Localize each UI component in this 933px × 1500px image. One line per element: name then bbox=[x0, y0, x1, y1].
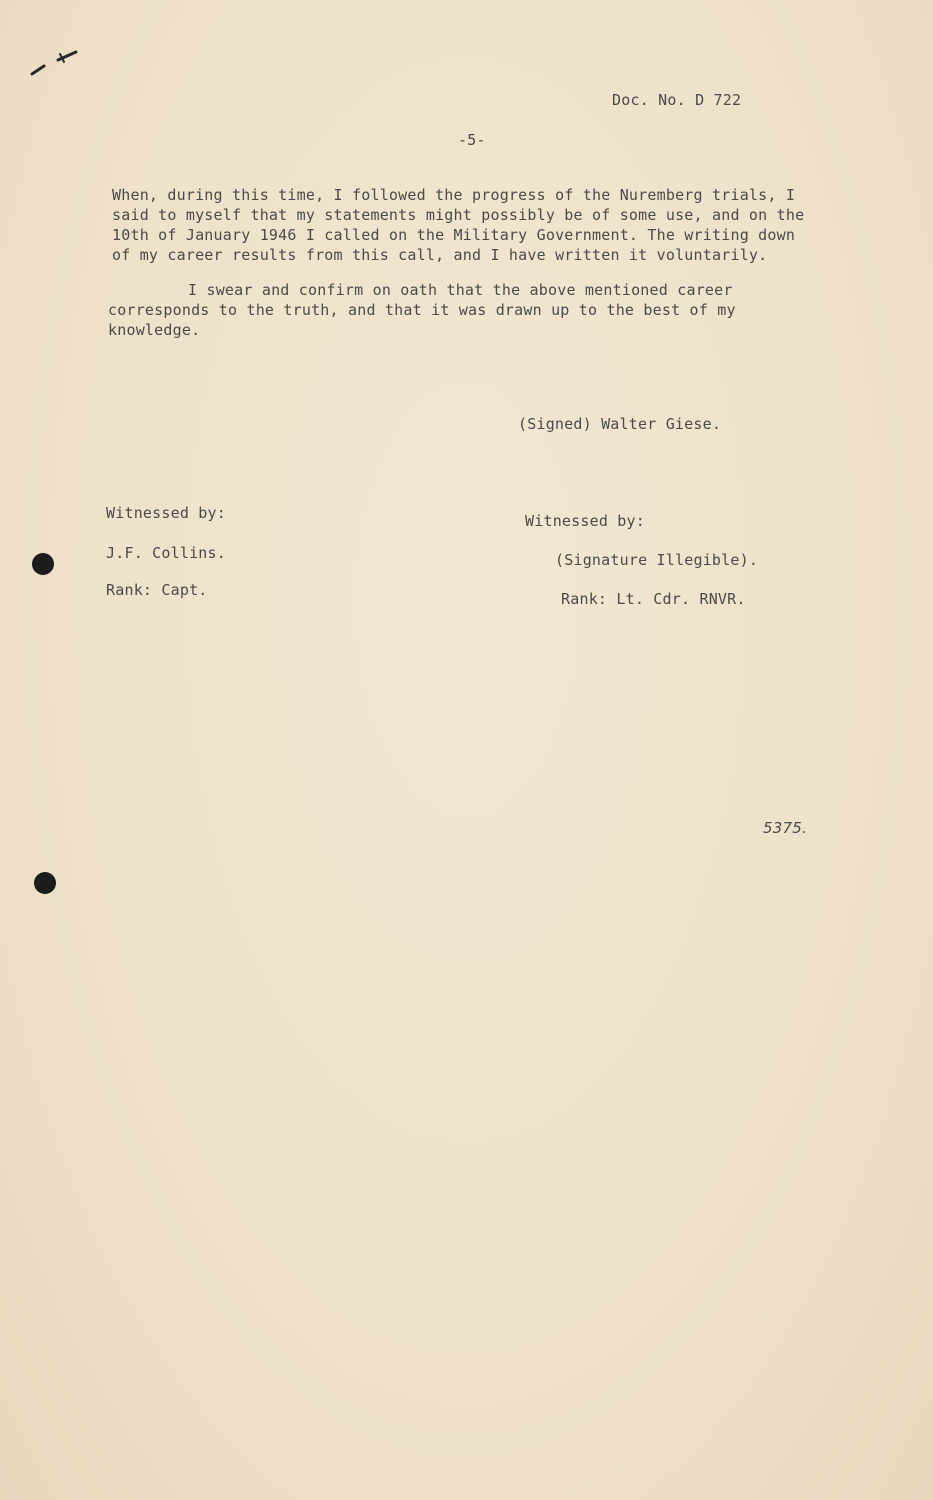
document-number: Doc. No. D 722 bbox=[612, 91, 742, 109]
page-number: -5- bbox=[458, 131, 486, 149]
signature-line: (Signed) Walter Giese. bbox=[518, 415, 722, 433]
paragraph-voluntary-statement bbox=[112, 185, 804, 265]
witness-left-rank: Rank: Capt. bbox=[106, 581, 208, 599]
punch-hole-lower bbox=[34, 872, 56, 894]
text-line: When, during this time, I followed the progress of the Nuremberg trials, I bbox=[112, 186, 796, 204]
witness-right-name: (Signature Illegible). bbox=[555, 551, 759, 569]
text-line: of my career results from this call, and I have written it voluntarily. bbox=[112, 246, 768, 264]
witness-left-name: J.F. Collins. bbox=[106, 544, 226, 562]
text-line: 10th of January 1946 I called on the Military Government. The writing down bbox=[112, 226, 796, 244]
handwritten-mark bbox=[24, 44, 84, 84]
text-line: said to myself that my statements might possibly be of some use, and on the bbox=[112, 206, 805, 224]
punch-hole-upper bbox=[32, 553, 54, 575]
text-line: knowledge. bbox=[108, 321, 201, 339]
witness-right-label: Witnessed by: bbox=[525, 512, 645, 530]
witness-left-label: Witnessed by: bbox=[106, 504, 226, 522]
witness-right-rank: Rank: Lt. Cdr. RNVR. bbox=[561, 590, 746, 608]
reference-number: 5375. bbox=[763, 819, 807, 837]
text-line: I swear and confirm on oath that the above mentioned career bbox=[188, 281, 733, 299]
text-line: corresponds to the truth, and that it was drawn up to the best of my bbox=[108, 301, 736, 319]
paragraph-oath bbox=[108, 280, 736, 340]
